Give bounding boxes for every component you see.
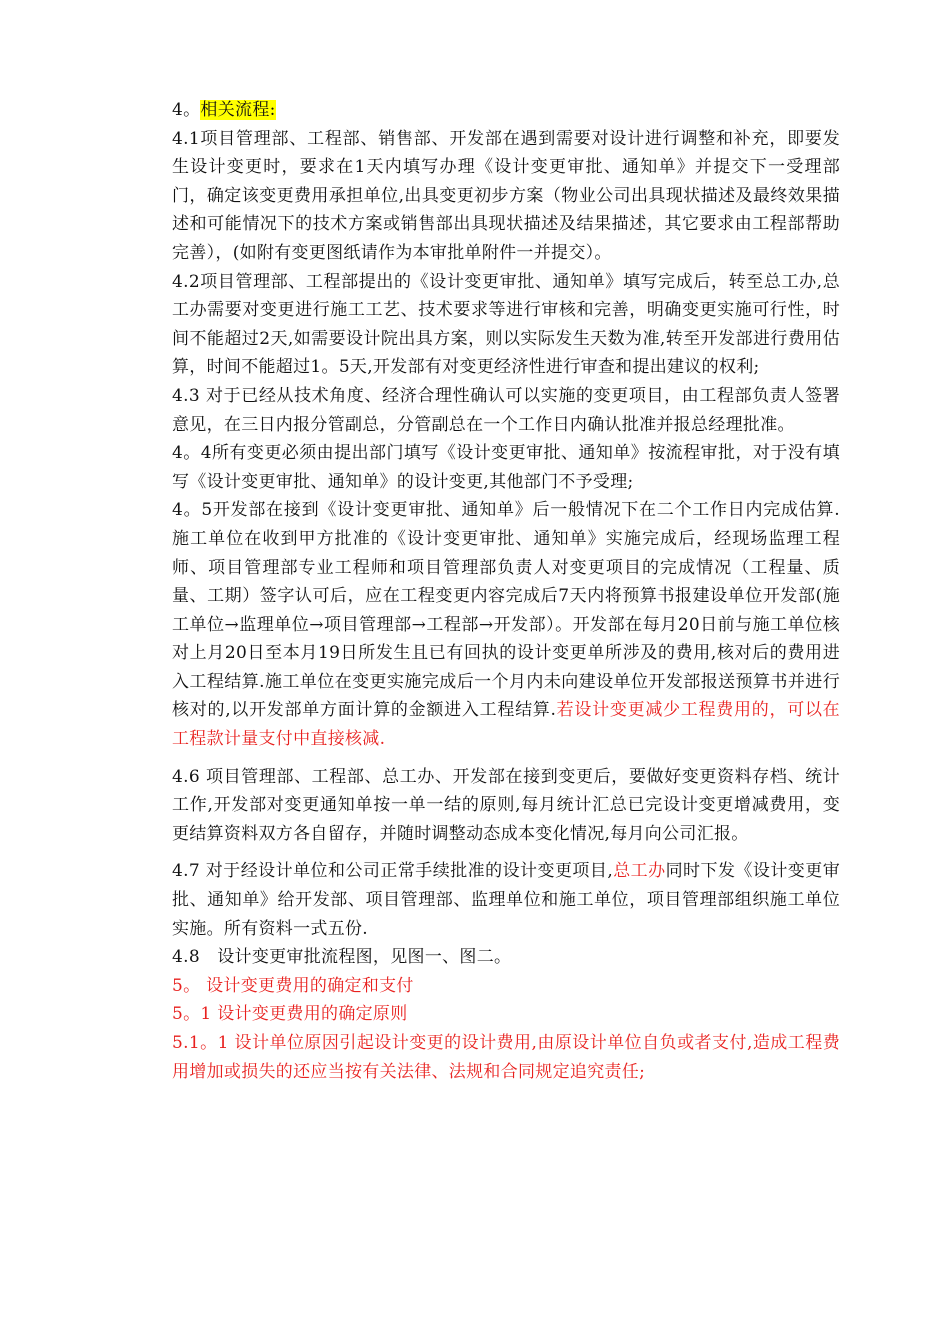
document-body [172, 96, 840, 1086]
paragraph-4-6: 4.6 项目管理部、工程部、总工办、开发部在接到变更后，要做好变更资料存档、统计工作,开发部对变更通知单按一单一结的原则,每月统计汇总已完设计变更增减费用，变更结算资料双方各自留存，并随时调整动态成本变化情况,每月向公司汇报。 [172, 766, 840, 844]
section-4-title-highlighted: 相关流程: [200, 100, 276, 120]
paragraph-4-1: 4.1项目管理部、工程部、销售部、开发部在遇到需要对设计进行调整和补充，即要发生设计变更时，要求在1天内填写办理《设计变更审批、通知单》并提交下一受理部门，确定该变更费用承担单位,出具变更初步方案（物业公司出具现状描述及最终效果描述和可能情况下的技术方案或销售部出具现状描述及结果描述，其它要求由工程部帮助完善），(如附有变更图纸请作为本审批单附件一并提交）。 [172, 128, 840, 263]
paragraph-4-5 [172, 496, 840, 753]
section-4-number: 4。 [172, 100, 201, 120]
paragraph-4-7-text-b: 同时下发《设计变更审批、通知单》给开发部、项目管理部、监理单位和施工单位，项目管理部组织施工单位实施。所有资料一式五份. [172, 861, 841, 939]
paragraph-4-8: 4.8 设计变更审批流程图，见图一、图二。 [172, 947, 512, 968]
paragraph-4-2: 4.2项目管理部、工程部提出的《设计变更审批、通知单》填写完成后，转至总工办,总工办需要对变更进行施工工艺、技术要求等进行审核和完善，明确变更实施可行性，时间不能超过2天,如需要设计院出具方案，则以实际发生天数为准,转至开发部进行费用估算，时间不能超过1。5天,开发部有对变更经济性进行审查和提出建议的权利; [172, 271, 840, 378]
paragraph-4-7 [172, 857, 840, 943]
paragraph-4-3: 4.3 对于已经从技术角度、经济合理性确认可以实施的变更项目，由工程部负责人签署意见，在三日内报分管副总，分管副总在一个工作日内确认批准并报总经理批准。 [172, 385, 840, 435]
paragraph-4-7-text-a: 4.7 对于经设计单位和公司正常手续批准的设计变更项目, [172, 861, 614, 882]
section-5-1-heading: 5。1 设计变更费用的确定原则 [172, 1004, 408, 1025]
paragraph-4-5-text: 4。5开发部在接到《设计变更审批、通知单》后一般情况下在二个工作日内完成估算.施工单位在收到甲方批准的《设计变更审批、通知单》实施完成后，经现场监理工程师、项目管理部专业工程师和项目管理部负责人对变更项目的完成情况（工程量、质量、工期）签字认可后，应在工程变更内容完成后7天内将预算书报建设单位开发部(施工单位→监理单位→项目管理部→工程部→开发部）。开发部在每月20日前与施工单位核对上月20日至本月19日所发生且已有回执的设计变更单所涉及的费用,核对后的费用进入工程结算.施工单位在变更实施完成后一个月内未向建设单位开发部报送预算书并进行核对的,以开发部单方面计算的金额进入工程结算. [172, 500, 840, 721]
paragraph-4-5-red-note: 若设计变更减少工程费用的，可以在工程款计量支付中直接核减. [172, 700, 840, 750]
section-5-heading: 5。 设计变更费用的确定和支付 [172, 975, 414, 996]
paragraph-4-7-red-term: 总工办 [613, 861, 666, 882]
section-4-heading [172, 96, 840, 125]
paragraph-5-1-1: 5.1。1 设计单位原因引起设计变更的设计费用,由原设计单位自负或者支付,造成工程费用增加或损失的还应当按有关法律、法规和合同规定追究责任; [172, 1033, 840, 1082]
paragraph-4-4: 4。4所有变更必须由提出部门填写《设计变更审批、通知单》按流程审批，对于没有填写《设计变更审批、通知单》的设计变更,其他部门不予受理; [172, 443, 840, 492]
